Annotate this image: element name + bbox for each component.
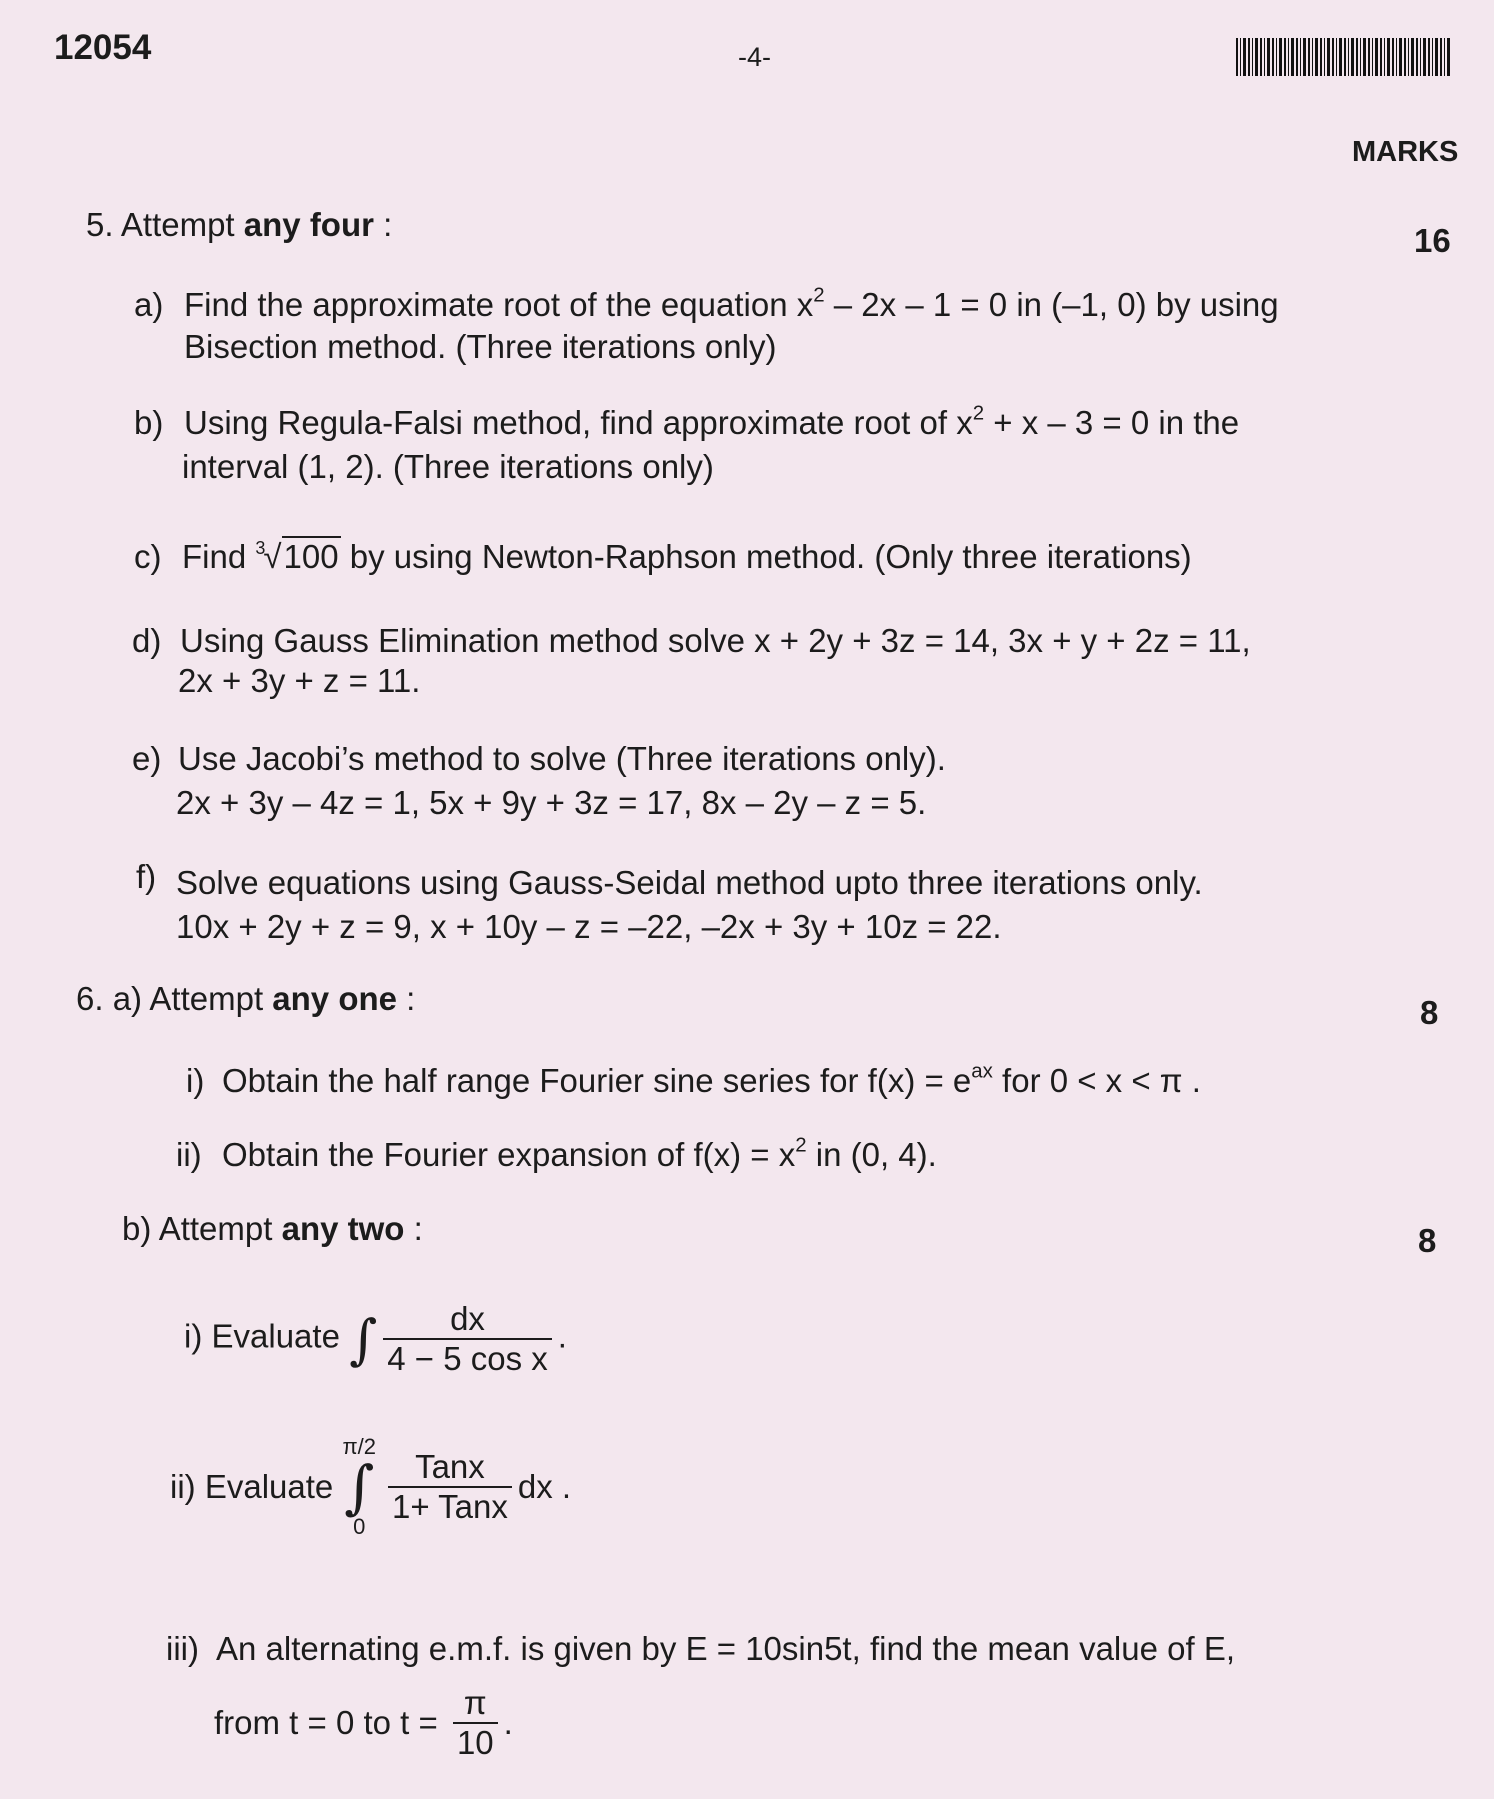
- q5b-line1: Using Regula-Falsi method, find approximate root of $x^2 + x - 3 = 0$ in the: [184, 401, 1240, 441]
- q6b-ii: ii) Evaluate π/2 ∫ 0 $\frac{\text{Tanx}}{\text{1+ Tanx}}$ dx .: [170, 1434, 572, 1539]
- q5e-line1: Use Jacobi’s method to solve (Three iterations only).: [178, 740, 946, 777]
- q5f-line2: 10x + 2y + z = 9, x + 10y – z = –22, –2x + 3y + 10z = 22.: [176, 908, 1002, 945]
- paper-code: 12054: [54, 28, 152, 67]
- q5a-line2: Bisection method. (Three iterations only): [184, 328, 777, 365]
- q5-attempt-suffix: :: [373, 206, 393, 243]
- q5b-line2: interval (1, 2). (Three iterations only): [182, 448, 714, 485]
- q6a-heading: 6. a) Attempt any one :: [76, 980, 416, 1017]
- q5b-label: b): [134, 404, 164, 441]
- page-number: -4-: [738, 42, 771, 72]
- q5e-line2: 2x + 3y – 4z = 1, 5x + 9y + 3z = 17, 8x – 2y – z = 5.: [176, 784, 927, 821]
- q5-attempt-prefix: Attempt: [120, 206, 244, 243]
- q5e-label: e): [132, 740, 162, 777]
- q5d-label: d): [132, 622, 162, 659]
- q6a-ii-label: ii): [176, 1136, 202, 1173]
- q6b-iii-line1: An alternating e.m.f. is given by E = 10sin5t, find the mean value of E,: [216, 1630, 1236, 1667]
- q5a-line1: Find the approximate root of the equation $x^2 - 2x - 1 = 0$ in (–1, 0) by using: [184, 283, 1279, 323]
- integral-sign: ∫: [349, 1307, 378, 1371]
- q6b-marks: 8: [1418, 1222, 1437, 1259]
- q5a-label: a): [134, 286, 164, 323]
- marks-heading: MARKS: [1352, 136, 1459, 168]
- q6a-i-label: i): [186, 1062, 205, 1099]
- q5d-line2: 2x + 3y + z = 11.: [178, 662, 421, 699]
- q6b-ii-fraction: $\frac{\text{Tanx}}{\text{1+ Tanx}}$: [388, 1448, 512, 1526]
- q6a-i-line: Obtain the half range Fourier sine series for $f(x) = e^{ax}$ for 0 < x < π .: [222, 1059, 1201, 1099]
- q5-marks: 16: [1414, 222, 1451, 259]
- q6b-iii-line2: from t = 0 to t = $\frac{\pi}{10}$ .: [214, 1684, 513, 1761]
- q6b-label: b): [122, 1210, 152, 1247]
- q6b-i: i) Evaluate ∫ $\frac{dx}{\text{4 − 5 cos x}}$ .: [184, 1300, 567, 1377]
- q5-heading: [86, 206, 392, 244]
- q6-number: 6.: [76, 980, 104, 1017]
- barcode: [1236, 38, 1452, 76]
- q6b-i-fraction: $\frac{dx}{\text{4 − 5 cos x}}$: [383, 1300, 552, 1378]
- q6a-label: a): [112, 980, 143, 1017]
- q5f-label: f): [136, 858, 157, 895]
- q6b-heading: b) Attempt any two :: [122, 1210, 423, 1247]
- q5-number: 5.: [86, 206, 114, 243]
- q5-attempt-bold: any four: [243, 206, 374, 243]
- q6a-ii-line: Obtain the Fourier expansion of $f(x) = x^2$ in (0, 4).: [222, 1133, 937, 1173]
- q5d-line1: Using Gauss Elimination method solve x + 2y + 3z = 14, 3x + y + 2z = 11,: [180, 622, 1251, 659]
- q6b-iii-fraction: $\frac{\pi}{10}$: [453, 1684, 498, 1762]
- cube-root: $^3$√100: [255, 538, 339, 575]
- q6a-marks: 8: [1420, 994, 1439, 1031]
- q5c-line: Find $^3$√100 by using Newton-Raphson method. (Only three iterations): [182, 538, 1192, 575]
- q5f-line1: Solve equations using Gauss-Seidal method upto three iterations only.: [176, 864, 1203, 901]
- q5c-label: c): [134, 538, 162, 575]
- definite-integral: π/2 ∫ 0: [342, 1434, 376, 1539]
- q6b-iii-label: iii): [166, 1630, 199, 1667]
